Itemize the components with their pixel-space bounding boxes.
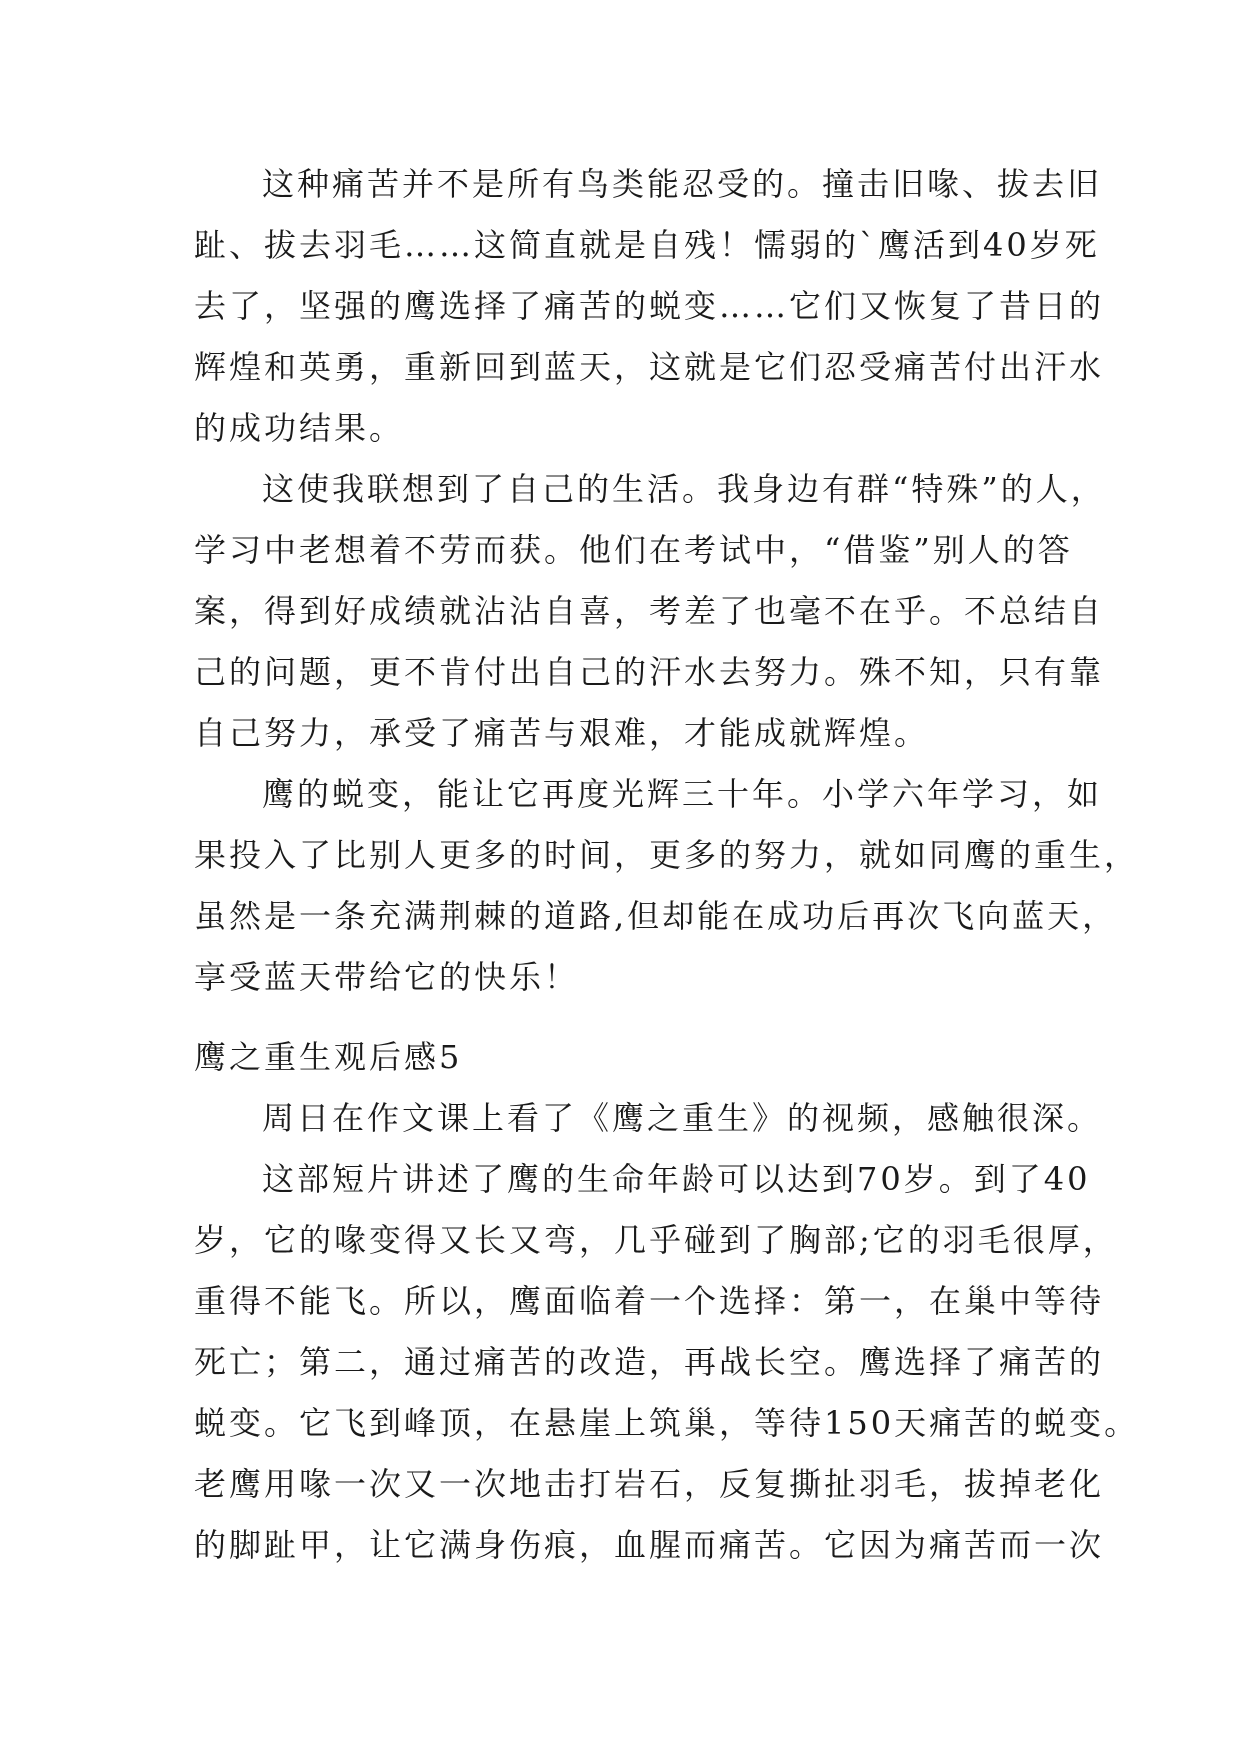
text-line: 鹰的蜕变，能让它再度光辉三十年。小学六年学习，如 — [262, 775, 1103, 813]
text-line: 岁，它的喙变得又长又弯，几乎碰到了胸部;它的羽毛很厚， — [194, 1221, 1118, 1259]
text-block-top — [194, 154, 1140, 1008]
paragraph — [194, 154, 1105, 459]
text-line: 的脚趾甲，让它满身伤痕，血腥而痛苦。它因为痛苦而一次 — [194, 1526, 1105, 1564]
paragraph — [194, 459, 1106, 764]
text-line: 去了，坚强的鹰选择了痛苦的蜕变……它们又恢复了昔日的 — [194, 287, 1105, 325]
text-line: 辉煌和英勇，重新回到蓝天，这就是它们忍受痛苦付出汗水 — [194, 348, 1105, 386]
text-line: 蜕变。它飞到峰顶，在悬崖上筑巢，等待150天痛苦的蜕变。 — [194, 1404, 1140, 1442]
paragraph — [194, 764, 1140, 1008]
text-line: 学习中老想着不劳而获。他们在考试中，“借鉴”别人的答 — [194, 531, 1073, 569]
text-line: 重得不能飞。所以，鹰面临着一个选择：第一，在巢中等待 — [194, 1282, 1105, 1320]
text-line: 虽然是一条充满荆棘的道路,但却能在成功后再次飞向蓝天， — [194, 897, 1118, 935]
paragraph — [194, 1149, 1140, 1576]
text-line: 死亡；第二，通过痛苦的改造，再战长空。鹰选择了痛苦的 — [194, 1343, 1105, 1381]
text-line: 这种痛苦并不是所有鸟类能忍受的。撞击旧喙、拔去旧 — [262, 165, 1103, 203]
text-line: 周日在作文课上看了《鹰之重生》的视频，感触很深。 — [262, 1099, 1103, 1137]
text-line: 这使我联想到了自己的生活。我身边有群“特殊”的人， — [262, 470, 1106, 508]
paragraph — [194, 1088, 1103, 1149]
text-line: 享受蓝天带给它的快乐！ — [194, 958, 580, 996]
text-line: 案，得到好成绩就沾沾自喜，考差了也毫不在乎。不总结自 — [194, 592, 1105, 630]
text-block-bottom — [194, 1088, 1140, 1576]
text-line: 自己努力，承受了痛苦与艰难，才能成就辉煌。 — [194, 714, 930, 752]
text-line: 这部短片讲述了鹰的生命年龄可以达到70岁。到了40 — [262, 1160, 1091, 1198]
section-heading: 鹰之重生观后感5 — [194, 1038, 463, 1076]
text-line: 果投入了比别人更多的时间，更多的努力，就如同鹰的重生， — [194, 836, 1140, 874]
text-line: 己的问题，更不肯付出自己的汗水去努力。殊不知，只有靠 — [194, 653, 1105, 691]
text-line: 的成功结果。 — [194, 409, 405, 447]
text-line: 老鹰用喙一次又一次地击打岩石，反复撕扯羽毛，拔掉老化 — [194, 1465, 1105, 1503]
text-line: 趾、拔去羽毛……这简直就是自残！懦弱的`鹰活到40岁死 — [194, 226, 1100, 264]
